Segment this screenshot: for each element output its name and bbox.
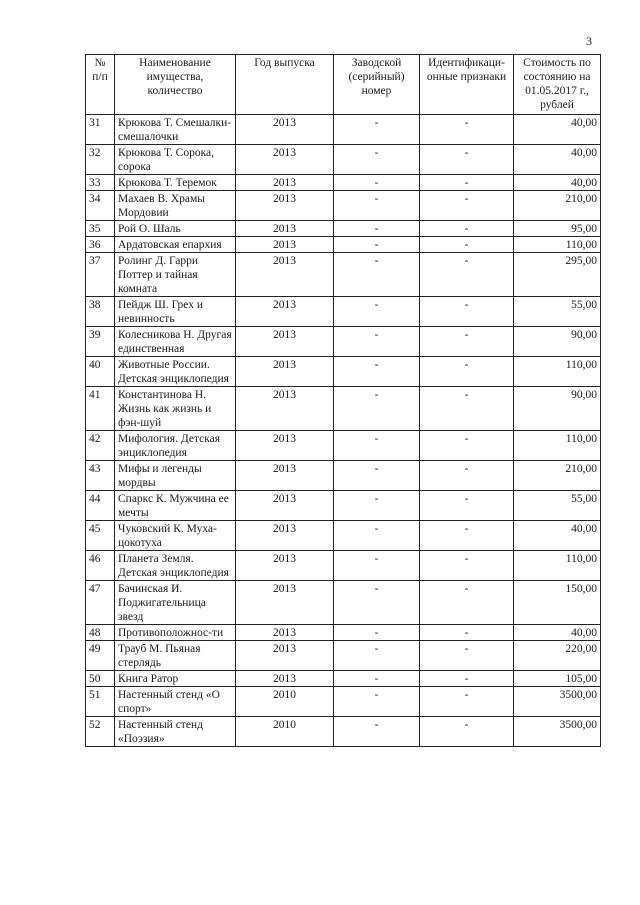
item-year: 2013 [236, 461, 334, 491]
item-identification: - [420, 221, 514, 237]
item-serial: - [334, 387, 420, 431]
item-name: Чуковский К. Муха-цокотуха [115, 521, 236, 551]
item-serial: - [334, 431, 420, 461]
row-number: 49 [86, 641, 115, 671]
row-number: 52 [86, 717, 115, 747]
row-number: 51 [86, 687, 115, 717]
table-row [86, 461, 601, 491]
item-name: Колесникова Н. Другая единственная [115, 327, 236, 357]
item-serial: - [334, 253, 420, 297]
item-year: 2013 [236, 115, 334, 145]
row-number: 47 [86, 581, 115, 625]
item-year: 2013 [236, 581, 334, 625]
item-serial: - [334, 641, 420, 671]
item-cost: 110,00 [514, 357, 601, 387]
item-name: Противоположнос-ти [115, 625, 236, 641]
item-cost: 90,00 [514, 387, 601, 431]
item-serial: - [334, 327, 420, 357]
item-year: 2013 [236, 221, 334, 237]
item-name: Ардатовская епархия [115, 237, 236, 253]
item-serial: - [334, 461, 420, 491]
table-row [86, 175, 601, 191]
item-name: Пейдж Ш. Грех и невинность [115, 297, 236, 327]
item-identification: - [420, 717, 514, 747]
item-year: 2013 [236, 191, 334, 221]
table-row [86, 491, 601, 521]
item-name: Мифология. Детская энциклопедия [115, 431, 236, 461]
item-cost: 90,00 [514, 327, 601, 357]
item-year: 2013 [236, 253, 334, 297]
row-number: 39 [86, 327, 115, 357]
item-cost: 210,00 [514, 191, 601, 221]
item-year: 2013 [236, 387, 334, 431]
item-name: Крюкова Т. Смешалки-смешалочки [115, 115, 236, 145]
item-serial: - [334, 521, 420, 551]
header-year: Год выпуска [236, 55, 334, 115]
item-identification: - [420, 387, 514, 431]
item-cost: 110,00 [514, 237, 601, 253]
item-serial: - [334, 357, 420, 387]
item-year: 2013 [236, 297, 334, 327]
inventory-table [85, 54, 601, 747]
row-number: 31 [86, 115, 115, 145]
table-row [86, 253, 601, 297]
item-name: Настенный стенд «Поэзия» [115, 717, 236, 747]
item-identification: - [420, 671, 514, 687]
item-identification: - [420, 115, 514, 145]
item-cost: 55,00 [514, 297, 601, 327]
table-row [86, 221, 601, 237]
item-serial: - [334, 581, 420, 625]
item-identification: - [420, 581, 514, 625]
table-row [86, 357, 601, 387]
page-number: 3 [586, 34, 592, 48]
table-row [86, 687, 601, 717]
item-serial: - [334, 115, 420, 145]
row-number: 38 [86, 297, 115, 327]
item-year: 2013 [236, 521, 334, 551]
item-serial: - [334, 191, 420, 221]
row-number: 45 [86, 521, 115, 551]
item-cost: 295,00 [514, 253, 601, 297]
item-identification: - [420, 237, 514, 253]
table-row [86, 581, 601, 625]
item-cost: 110,00 [514, 431, 601, 461]
item-cost: 150,00 [514, 581, 601, 625]
row-number: 50 [86, 671, 115, 687]
item-identification: - [420, 461, 514, 491]
item-year: 2010 [236, 717, 334, 747]
row-number: 44 [86, 491, 115, 521]
row-number: 37 [86, 253, 115, 297]
table-row [86, 625, 601, 641]
row-number: 36 [86, 237, 115, 253]
item-serial: - [334, 221, 420, 237]
item-year: 2013 [236, 491, 334, 521]
item-cost: 3500,00 [514, 717, 601, 747]
item-cost: 40,00 [514, 175, 601, 191]
item-serial: - [334, 145, 420, 175]
item-year: 2013 [236, 237, 334, 253]
item-identification: - [420, 357, 514, 387]
item-serial: - [334, 237, 420, 253]
header-identification: Идентификаци-онные признаки [420, 55, 514, 115]
item-cost: 40,00 [514, 521, 601, 551]
table-row [86, 387, 601, 431]
item-serial: - [334, 671, 420, 687]
item-serial: - [334, 625, 420, 641]
item-cost: 40,00 [514, 625, 601, 641]
item-name: Константинова Н. Жизнь как жизнь и фэн-шуй [115, 387, 236, 431]
item-year: 2013 [236, 327, 334, 357]
item-identification: - [420, 191, 514, 221]
item-name: Крюкова Т. Теремок [115, 175, 236, 191]
item-name: Настенный стенд «О спорт» [115, 687, 236, 717]
table-row [86, 115, 601, 145]
table-body [86, 115, 601, 747]
item-year: 2010 [236, 687, 334, 717]
row-number: 48 [86, 625, 115, 641]
item-cost: 55,00 [514, 491, 601, 521]
item-serial: - [334, 491, 420, 521]
item-identification: - [420, 253, 514, 297]
item-year: 2013 [236, 625, 334, 641]
item-cost: 95,00 [514, 221, 601, 237]
row-number: 33 [86, 175, 115, 191]
item-identification: - [420, 431, 514, 461]
table-row [86, 551, 601, 581]
table-row [86, 521, 601, 551]
row-number: 40 [86, 357, 115, 387]
item-name: Трауб М. Пьяная стерлядь [115, 641, 236, 671]
item-cost: 210,00 [514, 461, 601, 491]
item-year: 2013 [236, 431, 334, 461]
table-row [86, 297, 601, 327]
table-row [86, 237, 601, 253]
item-cost: 40,00 [514, 145, 601, 175]
item-name: Мифы и легенды мордвы [115, 461, 236, 491]
item-year: 2013 [236, 175, 334, 191]
item-year: 2013 [236, 641, 334, 671]
item-identification: - [420, 521, 514, 551]
header-serial: Заводской (серийный) номер [334, 55, 420, 115]
header-number: № п/п [86, 55, 115, 115]
item-year: 2013 [236, 671, 334, 687]
table-row [86, 641, 601, 671]
item-serial: - [334, 297, 420, 327]
row-number: 41 [86, 387, 115, 431]
item-name: Книга Ратор [115, 671, 236, 687]
item-serial: - [334, 175, 420, 191]
row-number: 42 [86, 431, 115, 461]
header-cost: Стоимость по состоянию на 01.05.2017 г., рублей [514, 55, 601, 115]
item-identification: - [420, 687, 514, 717]
item-cost: 3500,00 [514, 687, 601, 717]
item-name: Планета Земля. Детская энциклопедия [115, 551, 236, 581]
row-number: 34 [86, 191, 115, 221]
item-name: Животные России. Детская энциклопедия [115, 357, 236, 387]
row-number: 46 [86, 551, 115, 581]
item-identification: - [420, 145, 514, 175]
item-identification: - [420, 327, 514, 357]
item-year: 2013 [236, 551, 334, 581]
row-number: 35 [86, 221, 115, 237]
item-cost: 40,00 [514, 115, 601, 145]
item-serial: - [334, 551, 420, 581]
table-row [86, 431, 601, 461]
item-name: Крюкова Т. Сорока, сорока [115, 145, 236, 175]
item-identification: - [420, 175, 514, 191]
item-year: 2013 [236, 357, 334, 387]
table-row [86, 145, 601, 175]
table-row [86, 191, 601, 221]
item-cost: 220,00 [514, 641, 601, 671]
item-identification: - [420, 297, 514, 327]
table-header-row [86, 55, 601, 115]
item-name: Спаркс К. Мужчина ее мечты [115, 491, 236, 521]
item-name: Ролинг Д. Гарри Поттер и тайная комната [115, 253, 236, 297]
item-cost: 110,00 [514, 551, 601, 581]
table-row [86, 717, 601, 747]
item-identification: - [420, 625, 514, 641]
item-identification: - [420, 641, 514, 671]
table-row [86, 671, 601, 687]
item-identification: - [420, 551, 514, 581]
item-name: Бачинская И. Поджигательница звезд [115, 581, 236, 625]
table-row [86, 327, 601, 357]
header-name: Наименование имущества, количество [115, 55, 236, 115]
item-serial: - [334, 687, 420, 717]
row-number: 32 [86, 145, 115, 175]
item-year: 2013 [236, 145, 334, 175]
item-name: Рой О. Шаль [115, 221, 236, 237]
item-name: Махаев В. Храмы Мордовии [115, 191, 236, 221]
row-number: 43 [86, 461, 115, 491]
item-cost: 105,00 [514, 671, 601, 687]
item-identification: - [420, 491, 514, 521]
item-serial: - [334, 717, 420, 747]
